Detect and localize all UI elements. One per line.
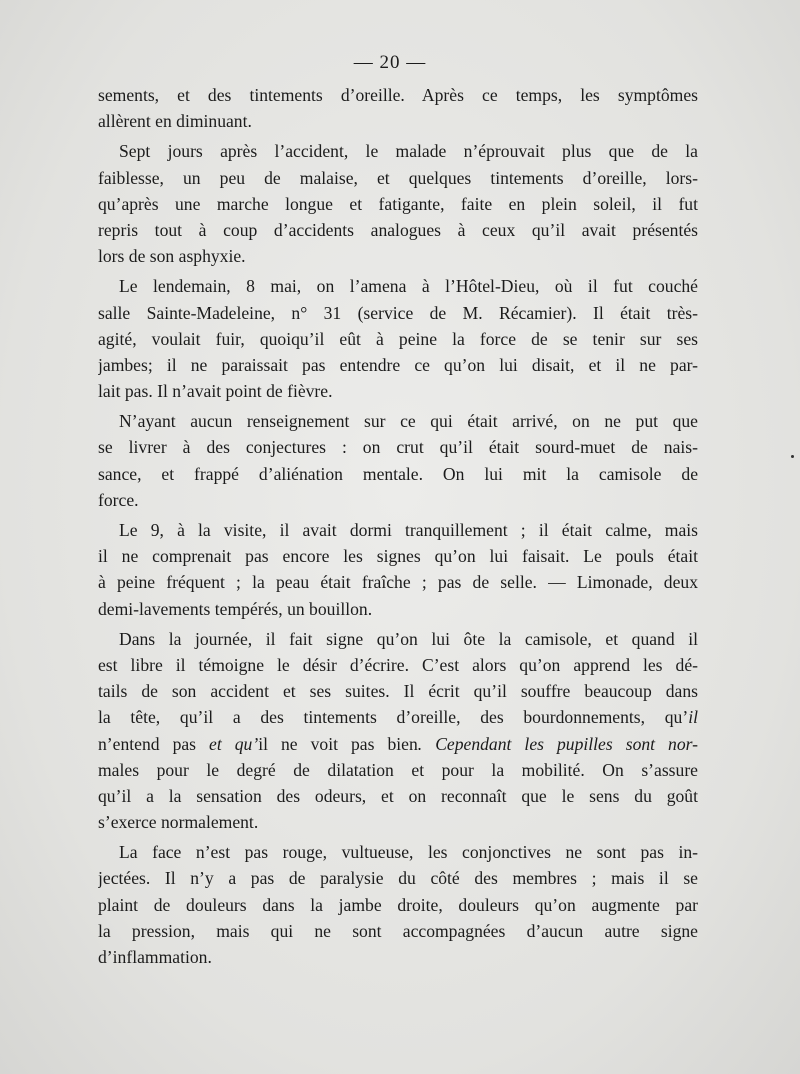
paragraph: [98, 839, 698, 970]
text-line: jambes; il ne paraissait pas entendre ce qu’on lui disait, et il ne par-: [98, 354, 698, 375]
text-line: Sept jours après l’accident, le malade n’éprouvait plus que de la: [119, 141, 698, 162]
page-number: — 20 —: [353, 52, 427, 73]
text-line: n’entend pas et qu’il ne voit pas bien. Cependant les pupilles sont nor-: [98, 733, 698, 754]
text-line: la tête, qu’il a des tintements d’oreille, des bourdonnements, qu’il: [98, 707, 698, 728]
text-line: il ne comprenait pas encore les signes qu’on lui faisait. Le pouls était: [98, 546, 698, 567]
text-line: Le lendemain, 8 mai, on l’amena à l’Hôtel-Dieu, où il fut couché: [119, 276, 698, 297]
text-line: est libre il témoigne le désir d’écrire. C’est alors qu’on apprend les dé-: [98, 654, 698, 675]
text-line: tails de son accident et ses suites. Il écrit qu’il souffre beaucoup dans: [98, 681, 698, 702]
text-line: repris tout à coup d’accidents analogues à ceux qu’il avait présentés: [98, 219, 698, 240]
text-line: à peine fréquent ; la peau était fraîche ; pas de selle. — Limonade, deux: [98, 572, 698, 593]
text-line: force.: [98, 489, 139, 510]
body-text: [98, 82, 698, 974]
paragraph: [98, 626, 698, 836]
text-line: demi-lavements tempérés, un bouillon.: [98, 598, 373, 619]
text-line: males pour le degré de dilatation et pour la mobilité. On s’assure: [98, 759, 698, 780]
text-line: qu’il a la sensation des odeurs, et on reconnaît que le sens du goût: [98, 785, 698, 806]
text-line: plaint de douleurs dans la jambe droite, douleurs qu’on augmente par: [98, 894, 698, 915]
text-line: sance, et frappé d’aliénation mentale. On lui mit la camisole de: [98, 463, 698, 484]
text-line: se livrer à des conjectures : on crut qu’il était sourd-muet de nais-: [98, 437, 698, 458]
text-line: allèrent en diminuant.: [98, 111, 252, 132]
text-line: N’ayant aucun renseignement sur ce qui était arrivé, on ne put que: [119, 411, 698, 432]
text-line: d’inflammation.: [98, 947, 212, 967]
text-line: s’exerce normalement.: [98, 812, 259, 833]
text-line: salle Sainte-Madeleine, n° 31 (service de M. Récamier). Il était très-: [98, 302, 698, 323]
text-line: lors de son asphyxie.: [98, 246, 246, 267]
paragraph: [98, 408, 698, 513]
text-line: Le 9, à la visite, il avait dormi tranquillement ; il était calme, mais: [119, 520, 698, 540]
ink-speck: [791, 455, 794, 458]
paragraph: [98, 138, 698, 269]
text-line: Dans la journée, il fait signe qu’on lui ôte la camisole, et quand il: [119, 628, 698, 649]
text-line: sements, et des tintements d’oreille. Après ce temps, les symptômes: [98, 85, 698, 105]
text-line: la pression, mais qui ne sont accompagnées d’aucun autre signe: [98, 920, 698, 941]
paragraph: [98, 273, 698, 404]
paragraph: [98, 82, 698, 134]
text-line: jectées. Il n’y a pas de paralysie du côté des membres ; mais il se: [98, 868, 698, 889]
text-line: agité, voulait fuir, quoiqu’il eût à peine la force de se tenir sur ses: [98, 328, 698, 349]
paragraph: [98, 517, 698, 622]
text-line: La face n’est pas rouge, vultueuse, les conjonctives ne sont pas in-: [119, 842, 698, 863]
text-line: lait pas. Il n’avait point de fièvre.: [98, 381, 333, 402]
text-line: faiblesse, un peu de malaise, et quelques tintements d’oreille, lors-: [98, 167, 698, 188]
text-line: qu’après une marche longue et fatigante, faite en plein soleil, il fut: [98, 193, 698, 214]
